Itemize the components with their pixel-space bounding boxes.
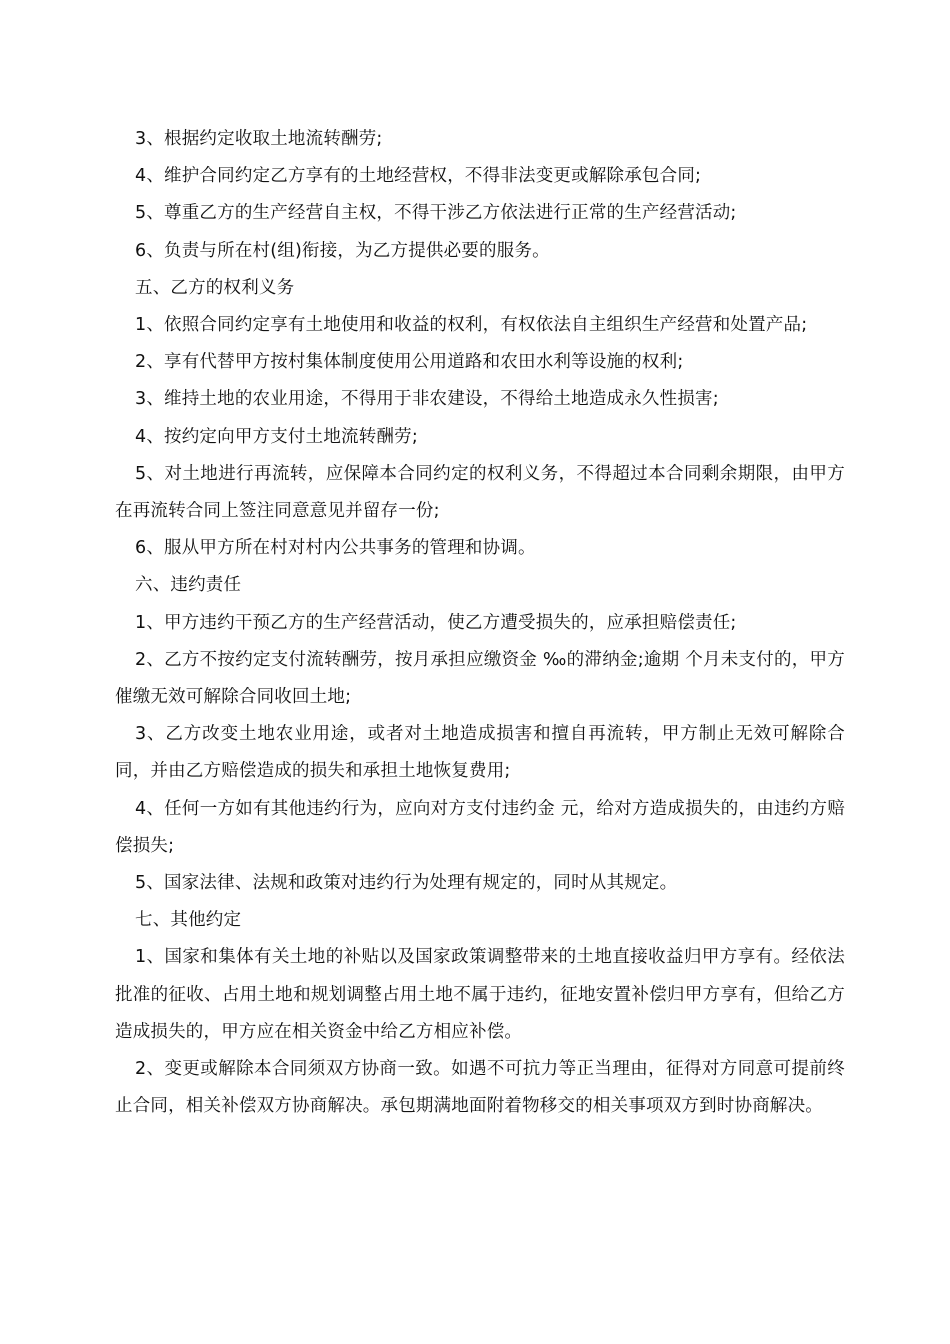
paragraph: 5、尊重乙方的生产经营自主权，不得干涉乙方依法进行正常的生产经营活动; [135, 203, 737, 224]
paragraph: 3、维持土地的农业用途，不得用于非农建设，不得给土地造成永久性损害; [135, 389, 719, 410]
paragraph: 1、甲方违约干预乙方的生产经营活动，使乙方遭受损失的，应承担赔偿责任; [135, 612, 737, 633]
section-heading: 六、违约责任 [135, 575, 242, 596]
paragraph: 1、国家和集体有关土地的补贴以及国家政策调整带来的土地直接收益归甲方享有。经依法批准的征收、占用土地和规划调整占用土地不属于违约，征地安置补偿归甲方享有，但给乙方造成损失的，甲方应在相关资金中给乙方相应补偿。 [115, 947, 845, 1042]
section-heading: 五、乙方的权利义务 [135, 277, 295, 298]
paragraph: 6、服从甲方所在村对村内公共事务的管理和协调。 [135, 538, 536, 559]
paragraph: 2、享有代替甲方按村集体制度使用公用道路和农田水利等设施的权利; [135, 352, 684, 373]
paragraph: 1、依照合同约定享有土地使用和收益的权利，有权依法自主组织生产经营和处置产品; [135, 315, 808, 336]
paragraph: 2、乙方不按约定支付流转酬劳，按月承担应缴资金 ‰的滞纳金;逾期 个月未支付的，甲方催缴无效可解除合同收回土地; [115, 649, 845, 708]
paragraph: 5、对土地进行再流转，应保障本合同约定的权利义务，不得超过本合同剩余期限，由甲方在再流转合同上签注同意意见并留存一份; [115, 463, 845, 522]
paragraph: 3、乙方改变土地农业用途，或者对土地造成损害和擅自再流转，甲方制止无效可解除合同，并由乙方赔偿造成的损失和承担土地恢复费用; [115, 724, 845, 782]
paragraph: 3、根据约定收取土地流转酬劳; [135, 129, 383, 149]
paragraph: 2、变更或解除本合同须双方协商一致。如遇不可抗力等正当理由，征得对方同意可提前终止合同，相关补偿双方协商解决。承包期满地面附着物移交的相关事项双方到时协商解决。 [115, 1059, 845, 1117]
paragraph: 5、国家法律、法规和政策对违约行为处理有规定的，同时从其规定。 [135, 873, 678, 894]
paragraph: 6、负责与所在村(组)衔接，为乙方提供必要的服务。 [135, 240, 550, 261]
paragraph: 4、按约定向甲方支付土地流转酬劳; [135, 426, 418, 447]
section-heading: 七、其他约定 [135, 910, 242, 931]
document-body [115, 121, 845, 1125]
paragraph: 4、维护合同约定乙方享有的土地经营权，不得非法变更或解除承包合同; [135, 166, 702, 187]
paragraph: 4、任何一方如有其他违约行为，应向对方支付违约金 元，给对方造成损失的，由违约方赔偿损失; [115, 798, 845, 856]
